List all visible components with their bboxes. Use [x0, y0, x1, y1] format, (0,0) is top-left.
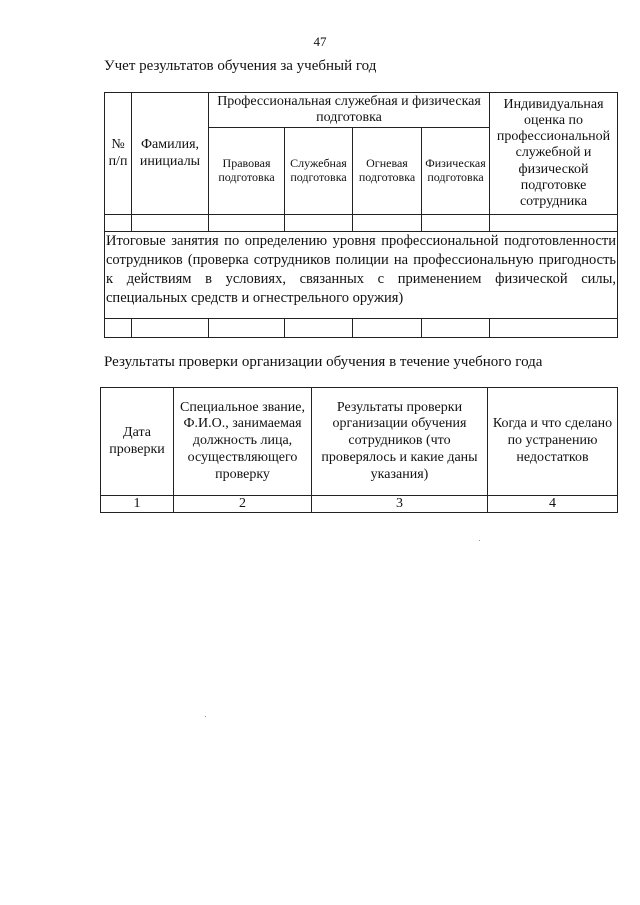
col-header-date: Дата проверки	[101, 388, 174, 496]
table-cell	[132, 319, 209, 338]
col-header-name: Фамилия, инициалы	[132, 93, 209, 215]
col-header-individual-assessment: Индивидуальная оценка по профессиональной служебной и физической подготовке сотрудника	[490, 93, 618, 215]
training-results-title: Учет результатов обучения за учебный год	[104, 58, 377, 74]
col-header-service: Служебная подготовка	[285, 128, 353, 215]
scan-speck	[479, 540, 480, 541]
col-header-firearms: Огневая подготовка	[353, 128, 422, 215]
table-cell	[209, 319, 285, 338]
table-row	[101, 496, 618, 513]
col-header-professional-training: Профессиональная служебная и физическая подготовка	[209, 93, 490, 128]
table-row	[105, 215, 618, 232]
column-number-4: 4	[488, 496, 618, 513]
table-cell	[490, 215, 618, 232]
table-cell	[105, 215, 132, 232]
table-cell	[105, 319, 132, 338]
table-cell	[285, 319, 353, 338]
table-cell	[353, 215, 422, 232]
inspection-results-title: Результаты проверки организации обучения в течение учебного года	[104, 354, 543, 370]
training-results-table	[104, 92, 618, 338]
table-cell	[490, 319, 618, 338]
scan-speck	[205, 716, 206, 717]
column-number-2: 2	[174, 496, 312, 513]
col-header-number: № п/п	[105, 93, 132, 215]
table-cell	[209, 215, 285, 232]
table-cell	[353, 319, 422, 338]
col-header-physical: Физическая подготовка	[422, 128, 490, 215]
column-number-3: 3	[312, 496, 488, 513]
inspection-results-table	[100, 387, 618, 513]
page-number: 47	[313, 34, 327, 49]
col-header-legal: Правовая подготовка	[209, 128, 285, 215]
table-cell	[422, 215, 490, 232]
col-header-results: Результаты проверки организации обучения сотрудников (что проверялось и какие даны указания)	[312, 388, 488, 496]
final-exercises-row: Итоговые занятия по определению уровня профессиональной подготовленности сотрудников (проверка сотрудников полиции на профессиональную пригодность к действиям в условиях, связанных с применением физической силы, специальных средств и огнестрельного оружия)	[105, 232, 618, 319]
table-cell	[132, 215, 209, 232]
col-header-actions: Когда и что сделано по устранению недостатков	[488, 388, 618, 496]
table-cell	[285, 215, 353, 232]
column-number-1: 1	[101, 496, 174, 513]
table-row	[105, 319, 618, 338]
col-header-inspector: Специальное звание, Ф.И.О., занимаемая должность лица, осуществляющего проверку	[174, 388, 312, 496]
table-cell	[422, 319, 490, 338]
